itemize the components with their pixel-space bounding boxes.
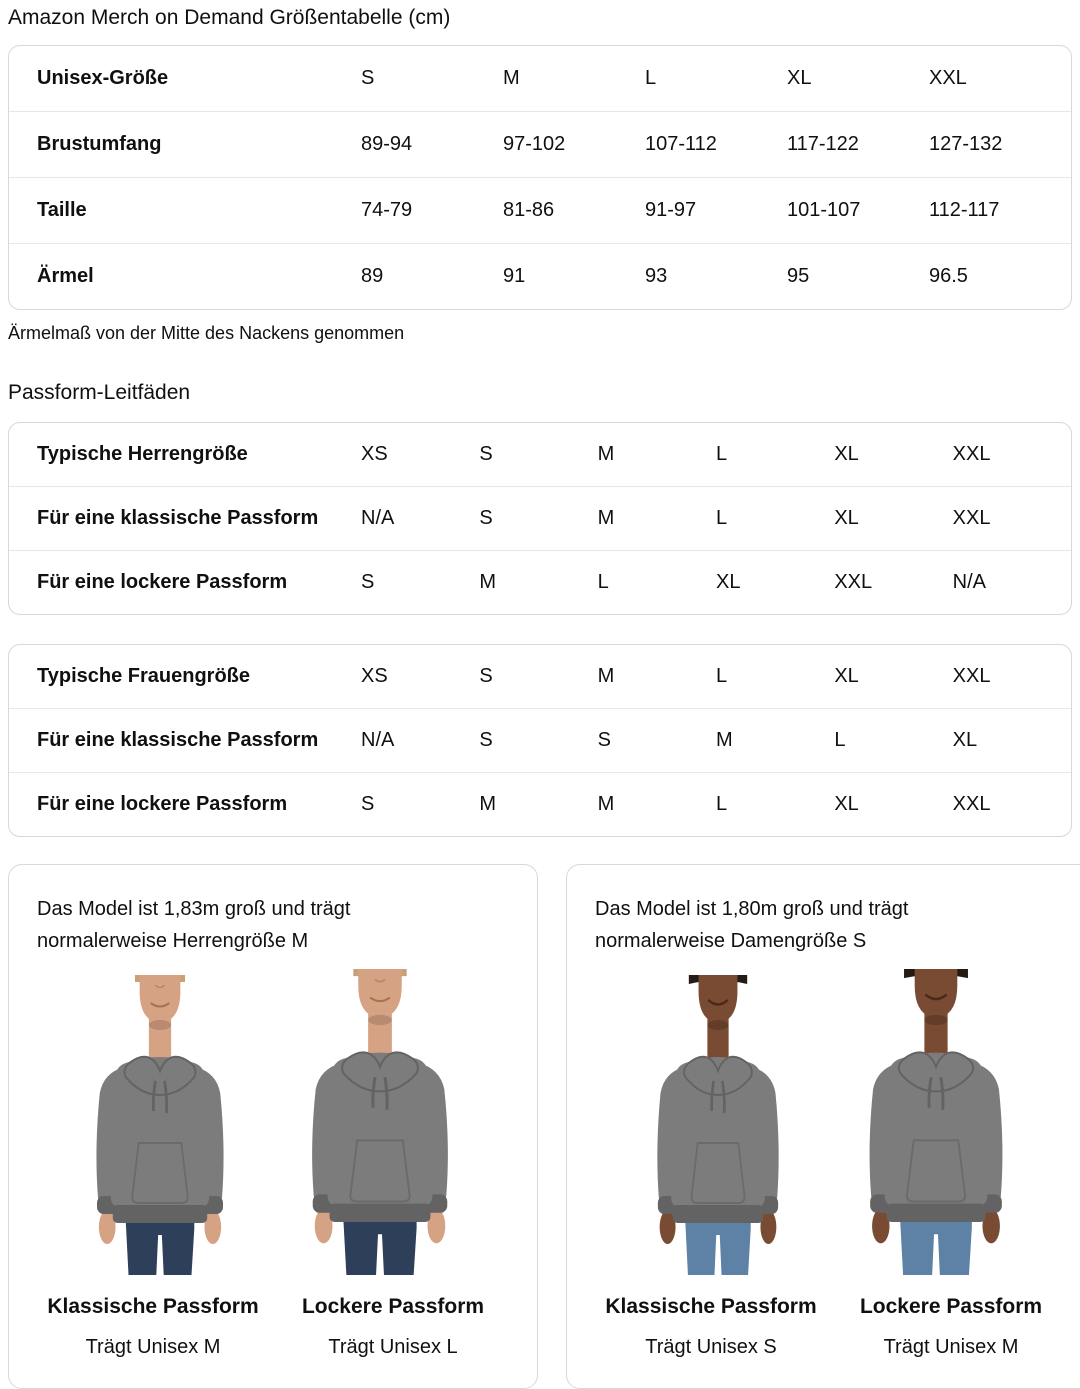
table-row — [9, 486, 1071, 550]
table-cell: L — [597, 571, 609, 593]
table-cell: XXL — [952, 793, 991, 815]
mens-fit-table — [8, 422, 1072, 615]
row-label: Typische Herrengröße — [37, 443, 248, 465]
size-label: Trägt Unisex L — [328, 1336, 458, 1358]
table-cell: 95 — [787, 265, 810, 287]
model-description-line2: normalerweise Damengröße S — [595, 930, 867, 952]
table-row — [9, 177, 1071, 243]
model-description-line1: Das Model ist 1,80m groß und trägt — [595, 898, 909, 920]
table-cell: M — [716, 729, 733, 751]
row-label: Für eine klassische Passform — [37, 507, 319, 529]
table-row — [9, 708, 1071, 772]
sleeve-measure-note: Ärmelmaß von der Mitte des Nackens genommen — [8, 323, 405, 343]
table-cell: S — [479, 443, 493, 465]
table-cell: M — [597, 793, 615, 815]
row-label: Ärmel — [37, 265, 94, 287]
size-label: Trägt Unisex S — [645, 1336, 777, 1358]
table-cell: 91-97 — [645, 199, 697, 221]
table-cell: XS — [361, 665, 388, 687]
model-description — [37, 893, 513, 957]
table-cell: 107-112 — [645, 133, 717, 155]
table-cell: 101-107 — [787, 199, 861, 221]
row-label: Brustumfang — [37, 133, 162, 155]
fit-label: Lockere Passform — [301, 1295, 485, 1318]
row-label: Für eine lockere Passform — [37, 793, 288, 815]
table-cell: L — [716, 793, 728, 815]
table-row — [9, 243, 1071, 309]
size-col-header: XL — [787, 67, 812, 89]
table-cell: L — [716, 665, 728, 687]
table-row — [9, 111, 1071, 177]
female-classic-fit-photo — [634, 975, 802, 1275]
table-cell: XL — [834, 665, 859, 687]
table-header-row — [9, 46, 1071, 111]
table-cell: 127-132 — [929, 133, 1003, 155]
table-cell: 97-102 — [503, 133, 566, 155]
table-cell: L — [716, 507, 728, 529]
table-cell: S — [361, 571, 375, 593]
table-cell: S — [479, 729, 493, 751]
size-col-header: L — [645, 67, 657, 89]
table-cell: 74-79 — [361, 199, 413, 221]
table-cell: L — [716, 443, 728, 465]
table-row — [9, 423, 1071, 486]
table-cell: 81-86 — [503, 199, 555, 221]
table-cell: XL — [834, 507, 859, 529]
table-cell: 91 — [503, 265, 526, 287]
table-cell: M — [479, 571, 496, 593]
table-cell: XL — [834, 793, 859, 815]
row-label: Für eine lockere Passform — [37, 571, 288, 593]
caption-row — [33, 1295, 513, 1359]
model-cards — [8, 864, 1072, 1389]
model-description — [595, 893, 1071, 957]
table-cell: S — [479, 507, 493, 529]
table-cell: N/A — [952, 571, 986, 593]
size-col-header: M — [503, 67, 520, 89]
size-label: Trägt Unisex M — [85, 1336, 221, 1358]
male-loose-fit-photo — [286, 969, 474, 1275]
table-row — [9, 550, 1071, 614]
photo-caption — [591, 1295, 831, 1359]
table-cell: XS — [361, 443, 388, 465]
size-label: Trägt Unisex M — [883, 1336, 1019, 1358]
fit-label: Klassische Passform — [605, 1295, 817, 1318]
photo-row — [591, 963, 1071, 1275]
model-description-line2: normalerweise Herrengröße M — [37, 930, 309, 952]
table-cell: 112-117 — [929, 199, 1000, 221]
photo-caption — [33, 1295, 273, 1359]
table-cell: M — [597, 665, 615, 687]
table-cell: 89-94 — [361, 133, 413, 155]
male-model-card — [8, 864, 538, 1389]
table-cell: XXL — [834, 571, 873, 593]
table-cell: N/A — [361, 507, 395, 529]
unisex-size-table — [8, 45, 1072, 310]
row-label: Typische Frauengröße — [37, 665, 251, 687]
fit-label: Klassische Passform — [47, 1295, 259, 1318]
table-cell: S — [361, 793, 375, 815]
male-classic-fit-photo — [72, 975, 248, 1275]
row-label: Taille — [37, 199, 87, 221]
table-cell: M — [479, 793, 496, 815]
table-row — [9, 772, 1071, 836]
female-model-card — [566, 864, 1080, 1389]
table-cell: XXL — [952, 507, 991, 529]
fit-guides-heading: Passform-Leitfäden — [8, 381, 191, 404]
table-cell: XL — [952, 729, 978, 751]
fit-label: Lockere Passform — [859, 1295, 1043, 1318]
size-col-header: S — [361, 67, 375, 89]
table-cell: S — [597, 729, 611, 751]
table-row — [9, 645, 1071, 708]
table-cell: 117-122 — [787, 133, 859, 155]
table-cell: L — [834, 729, 846, 751]
table-cell: XXL — [952, 443, 991, 465]
page-title: Amazon Merch on Demand Größentabelle (cm) — [8, 6, 451, 29]
table-cell: XL — [834, 443, 859, 465]
row-label: Unisex-Größe — [37, 67, 169, 89]
table-cell: M — [597, 507, 615, 529]
caption-row — [591, 1295, 1071, 1359]
womens-fit-table — [8, 644, 1072, 837]
size-col-header: XXL — [929, 67, 967, 89]
table-cell: N/A — [361, 729, 395, 751]
table-cell: S — [479, 665, 493, 687]
photo-row — [33, 963, 513, 1275]
row-label: Für eine klassische Passform — [37, 729, 319, 751]
table-cell: 89 — [361, 265, 384, 287]
photo-caption — [273, 1295, 513, 1359]
female-loose-fit-photo — [844, 969, 1028, 1275]
photo-caption — [831, 1295, 1071, 1359]
table-cell: XL — [716, 571, 741, 593]
table-cell: 96.5 — [929, 265, 968, 287]
table-cell: M — [597, 443, 615, 465]
model-description-line1: Das Model ist 1,83m groß und trägt — [37, 898, 351, 920]
table-cell: 93 — [645, 265, 668, 287]
table-cell: XXL — [952, 665, 991, 687]
